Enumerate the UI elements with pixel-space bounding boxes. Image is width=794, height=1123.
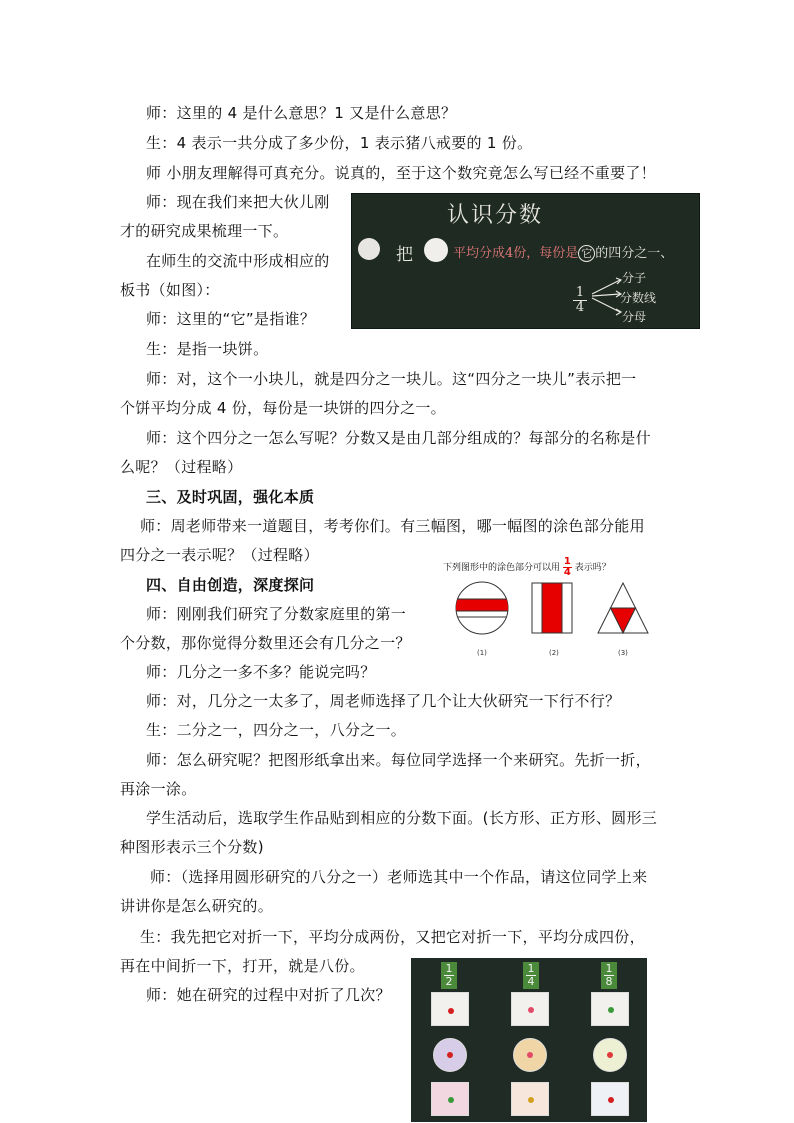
question-prefix: 下列图形中的涂色部分可以用 <box>443 563 561 573</box>
exercise-figure <box>437 548 657 663</box>
question-suffix: 表示吗？ <box>574 563 611 573</box>
paragraph-line: 种图形表示三个分数) <box>120 838 264 856</box>
paragraph-line: 师：刚刚我们研究了分数家庭里的第一 <box>146 605 407 623</box>
sentence-red: 平均分成4份，每份是 <box>453 246 579 261</box>
paragraph-line: 四分之一表示呢？（过程略） <box>120 546 319 564</box>
label-fraction-bar: 分数线 <box>620 291 657 305</box>
paragraph-line: 师：周老师带来一道题目，考考你们。有三幅图，哪一幅图的涂色部分能用 <box>140 517 645 535</box>
shape-label-2: (2) <box>549 649 559 657</box>
paragraph-line: 板书（如图）： <box>120 281 220 299</box>
paragraph-line: 师：几分之一多不多？能说完吗？ <box>146 663 376 681</box>
circled-char: 它 <box>578 245 595 262</box>
paragraph-line: 师：这里的 4 是什么意思？1 又是什么意思？ <box>146 104 457 122</box>
student-work-photo <box>411 958 647 1122</box>
paragraph-line: 再涂一涂。 <box>120 780 197 798</box>
sentence-rest: 的四分之一、 <box>595 246 674 261</box>
paragraph-line: 师：怎么研究呢？把图形纸拿出来。每位同学选择一个来研究。先折一折， <box>146 751 651 769</box>
section-heading: 四、自由创造，深度探问 <box>146 576 315 594</box>
paragraph-line: 师：对，几分之一太多了，周老师选择了几个让大伙研究一下行不行？ <box>146 692 621 710</box>
shape-label-1: (1) <box>477 649 487 657</box>
blackboard-ba: 把 <box>396 245 413 265</box>
blackboard-photo <box>351 193 700 329</box>
question-fraction: $\frac{1}{4}$ <box>563 556 571 578</box>
fraction-card-eighth: 1 8 <box>601 962 617 989</box>
paragraph-line: 再在中间折一下，打开，就是八份。 <box>120 957 365 975</box>
paragraph-line: 师：这里的“它”是指谁？ <box>146 310 316 328</box>
paragraph-line: 才的研究成果梳理一下。 <box>120 222 289 240</box>
paragraph-line: 师：这个四分之一怎么写呢？分数又是由几部分组成的？每部分的名称是什 <box>146 429 651 447</box>
blackboard-title: 认识分数 <box>447 203 544 228</box>
paragraph-line: 在师生的交流中形成相应的 <box>146 252 330 270</box>
fraction-numerator: 1 <box>575 285 585 300</box>
label-numerator: 分子 <box>622 271 647 285</box>
paragraph-line: 么呢？（过程略） <box>120 458 243 476</box>
paragraph-line: 师：（选择用圆形研究的八分之一）老师选其中一个作品，请这位同学上来 <box>150 868 648 886</box>
pie-circle-2 <box>424 238 448 262</box>
blackboard-sentence <box>453 242 673 262</box>
paragraph-line: 个分数，那你觉得分数里还会有几分之一？ <box>120 634 411 652</box>
fraction-denominator: 4 <box>575 300 585 315</box>
pie-circle-1 <box>358 238 380 260</box>
label-denominator: 分母 <box>622 310 647 324</box>
section-heading: 三、及时巩固，强化本质 <box>146 488 315 506</box>
paragraph-line: 师：对，这个一小块儿，就是四分之一块儿。这“四分之一块儿”表示把一 <box>146 370 637 388</box>
paragraph-line: 个饼平均分成 4 份，每份是一块饼的四分之一。 <box>120 399 446 417</box>
paragraph-line: 生：是指一块饼。 <box>146 340 269 358</box>
paragraph-line: 生：二分之一，四分之一，八分之一。 <box>146 721 407 739</box>
paragraph-line: 生：我先把它对折一下，平均分成两份，又把它对折一下，平均分成四份， <box>140 928 645 946</box>
paragraph-line: 师：她在研究的过程中对折了几次？ <box>146 986 391 1004</box>
paragraph-line: 讲讲你是怎么研究的。 <box>120 897 274 915</box>
paragraph-line: 师 小朋友理解得可真充分。说真的，至于这个数究竟怎么写已经不重要了！ <box>146 164 656 182</box>
paragraph-line: 生：4 表示一共分成了多少份，1 表示猪八戒要的 1 份。 <box>146 134 533 152</box>
paragraph-line: 学生活动后，选取学生作品贴到相应的分数下面。(长方形、正方形、圆形三 <box>146 809 658 827</box>
blackboard-fraction <box>573 286 587 315</box>
exercise-shapes <box>437 548 657 663</box>
paragraph-line: 师：现在我们来把大伙儿刚 <box>146 193 330 211</box>
shape-label-3: (3) <box>618 649 628 657</box>
fraction-card-half: 1 2 <box>441 962 457 989</box>
fraction-card-quarter: 1 4 <box>523 962 539 989</box>
